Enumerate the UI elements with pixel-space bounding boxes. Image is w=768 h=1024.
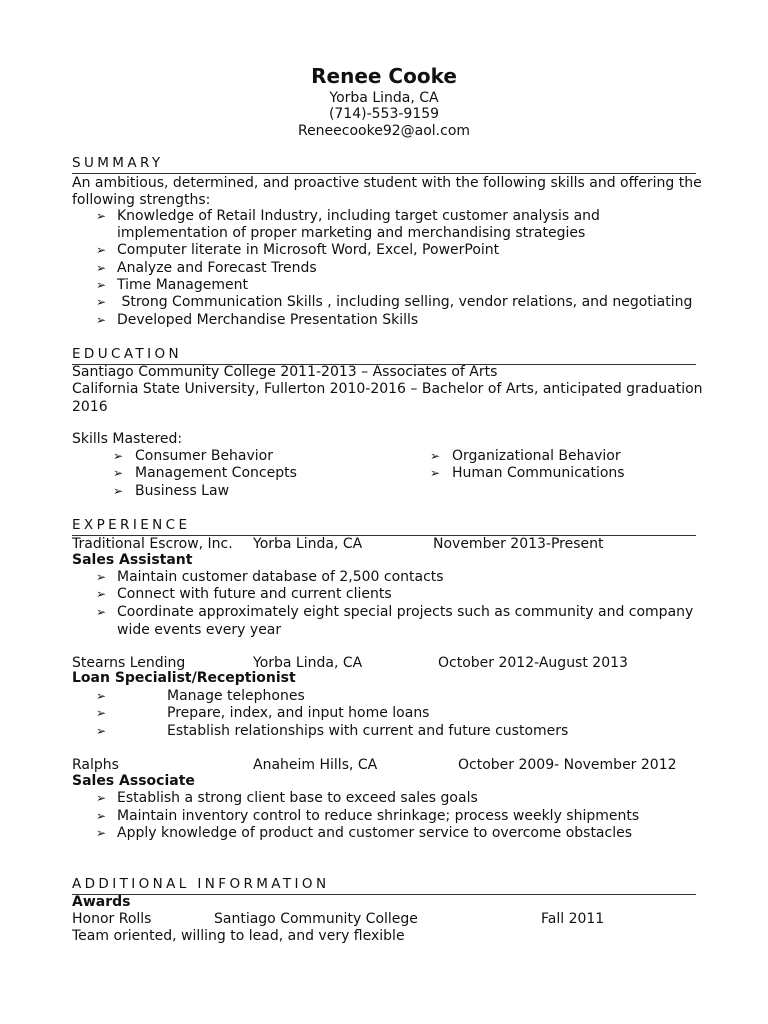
summary-intro-line2: following strengths: <box>72 192 211 208</box>
experience-heading: EXPERIENCE <box>72 517 191 533</box>
bullet-icon: ➢ <box>96 809 107 823</box>
job-bullet: Maintain customer database of 2,500 contacts <box>117 569 444 585</box>
awards-label: Awards <box>72 894 131 910</box>
candidate-name: Renee Cooke <box>311 64 457 88</box>
bullet-icon: ➢ <box>430 466 441 480</box>
skill-item: Organizational Behavior <box>452 448 621 464</box>
education-line3: 2016 <box>72 399 108 415</box>
job-bullet: Connect with future and current clients <box>117 586 392 602</box>
award-date: Fall 2011 <box>541 911 605 927</box>
additional-rule <box>72 894 696 895</box>
bullet-icon: ➢ <box>96 826 107 840</box>
additional-heading: ADDITIONAL INFORMATION <box>72 876 330 892</box>
job-bullet-continued: wide events every year <box>117 622 282 638</box>
bullet-icon: ➢ <box>430 449 441 463</box>
job-bullet: Prepare, index, and input home loans <box>167 705 430 721</box>
education-line2: California State University, Fullerton 2010-2016 – Bachelor of Arts, anticipated graduation <box>72 381 703 397</box>
skill-item: Business Law <box>135 483 230 499</box>
summary-bullet-continued: implementation of proper marketing and merchandising strategies <box>117 225 586 241</box>
summary-bullet: Developed Merchandise Presentation Skills <box>117 312 419 328</box>
candidate-city: Yorba Linda, CA <box>329 90 439 106</box>
job-bullet: Establish relationships with current and future customers <box>167 723 569 739</box>
job-company: Ralphs <box>72 757 119 773</box>
skills-label: Skills Mastered: <box>72 431 183 447</box>
bullet-icon: ➢ <box>96 689 107 703</box>
skill-item: Human Communications <box>452 465 625 481</box>
bullet-icon: ➢ <box>113 449 124 463</box>
job-company: Traditional Escrow, Inc. <box>72 536 233 552</box>
candidate-email: Reneecooke92@aol.com <box>297 123 471 139</box>
bullet-icon: ➢ <box>96 278 107 292</box>
summary-bullet: Knowledge of Retail Industry, including target customer analysis and <box>117 208 600 224</box>
summary-bullet: Computer literate in Microsoft Word, Excel, PowerPoint <box>117 242 500 258</box>
award-organization: Santiago Community College <box>214 911 418 927</box>
job-dates: October 2009- November 2012 <box>458 757 677 773</box>
job-dates: October 2012-August 2013 <box>438 655 628 671</box>
job-bullet: Establish a strong client base to exceed sales goals <box>117 790 478 806</box>
candidate-phone: (714)-553-9159 <box>328 106 440 122</box>
job-title: Sales Associate <box>72 773 195 789</box>
bullet-icon: ➢ <box>96 243 107 257</box>
bullet-icon: ➢ <box>96 791 107 805</box>
job-location: Yorba Linda, CA <box>253 536 363 552</box>
closing-statement: Team oriented, willing to lead, and very flexible <box>72 928 405 944</box>
summary-intro-line1: An ambitious, determined, and proactive student with the following skills and offering the <box>72 175 702 191</box>
bullet-icon: ➢ <box>96 706 107 720</box>
skill-item: Consumer Behavior <box>135 448 274 464</box>
bullet-icon: ➢ <box>96 295 107 309</box>
job-company: Stearns Lending <box>72 655 186 671</box>
bullet-icon: ➢ <box>96 587 107 601</box>
bullet-icon: ➢ <box>113 484 124 498</box>
bullet-icon: ➢ <box>96 313 107 327</box>
job-bullet: Apply knowledge of product and customer service to overcome obstacles <box>117 825 633 841</box>
job-bullet: Maintain inventory control to reduce shrinkage; process weekly shipments <box>117 808 640 824</box>
job-title: Sales Assistant <box>72 552 193 568</box>
bullet-icon: ➢ <box>96 570 107 584</box>
summary-bullet: Analyze and Forecast Trends <box>117 260 317 276</box>
education-line1: Santiago Community College 2011-2013 – Associates of Arts <box>72 364 498 380</box>
job-location: Yorba Linda, CA <box>253 655 363 671</box>
summary-bullet: Time Management <box>117 277 248 293</box>
job-dates: November 2013-Present <box>433 536 604 552</box>
job-bullet: Manage telephones <box>167 688 305 704</box>
summary-heading: SUMMARY <box>72 155 164 171</box>
bullet-icon: ➢ <box>96 209 107 223</box>
bullet-icon: ➢ <box>96 605 107 619</box>
job-title: Loan Specialist/Receptionist <box>72 670 296 686</box>
summary-bullet: Strong Communication Skills , including selling, vendor relations, and negotiating <box>117 294 693 310</box>
skill-item: Management Concepts <box>135 465 297 481</box>
job-bullet: Coordinate approximately eight special projects such as community and company <box>117 604 694 620</box>
award-name: Honor Rolls <box>72 911 152 927</box>
bullet-icon: ➢ <box>96 724 107 738</box>
job-location: Anaheim Hills, CA <box>253 757 378 773</box>
education-heading: EDUCATION <box>72 346 182 362</box>
bullet-icon: ➢ <box>96 261 107 275</box>
bullet-icon: ➢ <box>113 466 124 480</box>
